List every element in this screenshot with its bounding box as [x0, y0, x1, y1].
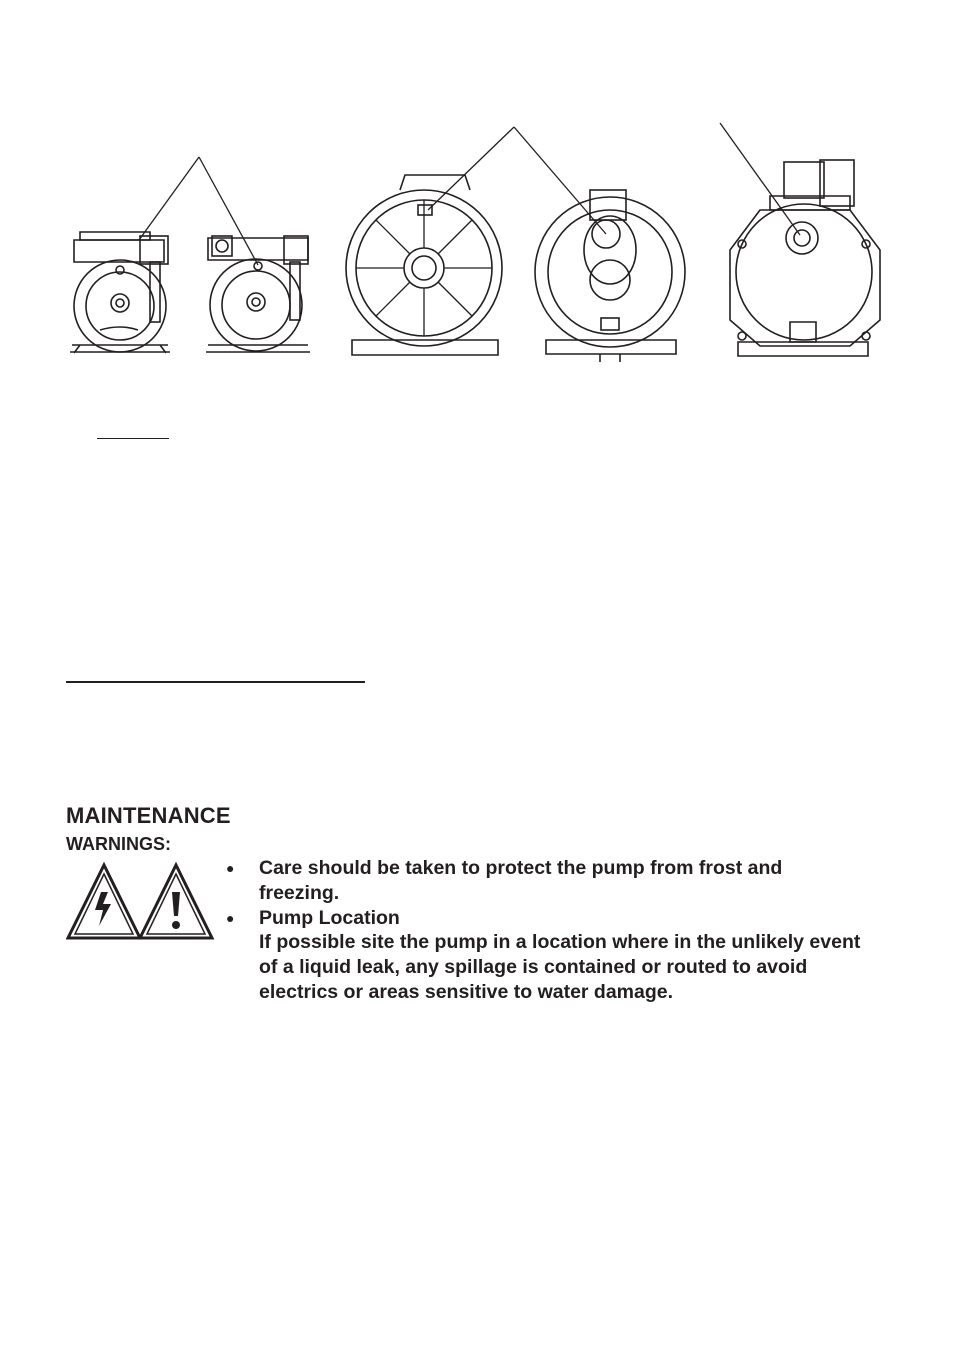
warnings-list — [226, 856, 866, 1005]
warning-text: If possible site the pump in a location where in the unlikely event of a liquid leak, any spillage is contained or routed to avoid electrics or areas sensitive to water damage. — [259, 931, 861, 1003]
rule-long — [66, 681, 365, 683]
bullet: ● — [226, 909, 235, 926]
pump-drawing-2 — [206, 236, 310, 352]
leader-lines — [139, 123, 800, 265]
warnings-label: WARNINGS: — [66, 834, 171, 854]
warning-text: Care should be taken to protect the pump from frost and freezing. — [259, 857, 783, 904]
pump-drawing-4 — [535, 190, 685, 362]
warning-heading: Pump Location — [259, 906, 400, 929]
pump-drawing-5 — [730, 160, 880, 356]
warning-icons — [66, 862, 216, 942]
rule-short — [97, 438, 169, 439]
pump-drawing-3 — [346, 175, 502, 355]
electrical-hazard-icon — [68, 865, 140, 938]
pump-illustrations — [0, 0, 954, 380]
list-item — [226, 906, 866, 1005]
bullet: ● — [226, 860, 235, 876]
section-title: MAINTENANCE — [66, 803, 231, 828]
pump-drawing-1 — [70, 232, 170, 353]
general-warning-icon — [140, 865, 212, 938]
list-item — [226, 856, 866, 906]
